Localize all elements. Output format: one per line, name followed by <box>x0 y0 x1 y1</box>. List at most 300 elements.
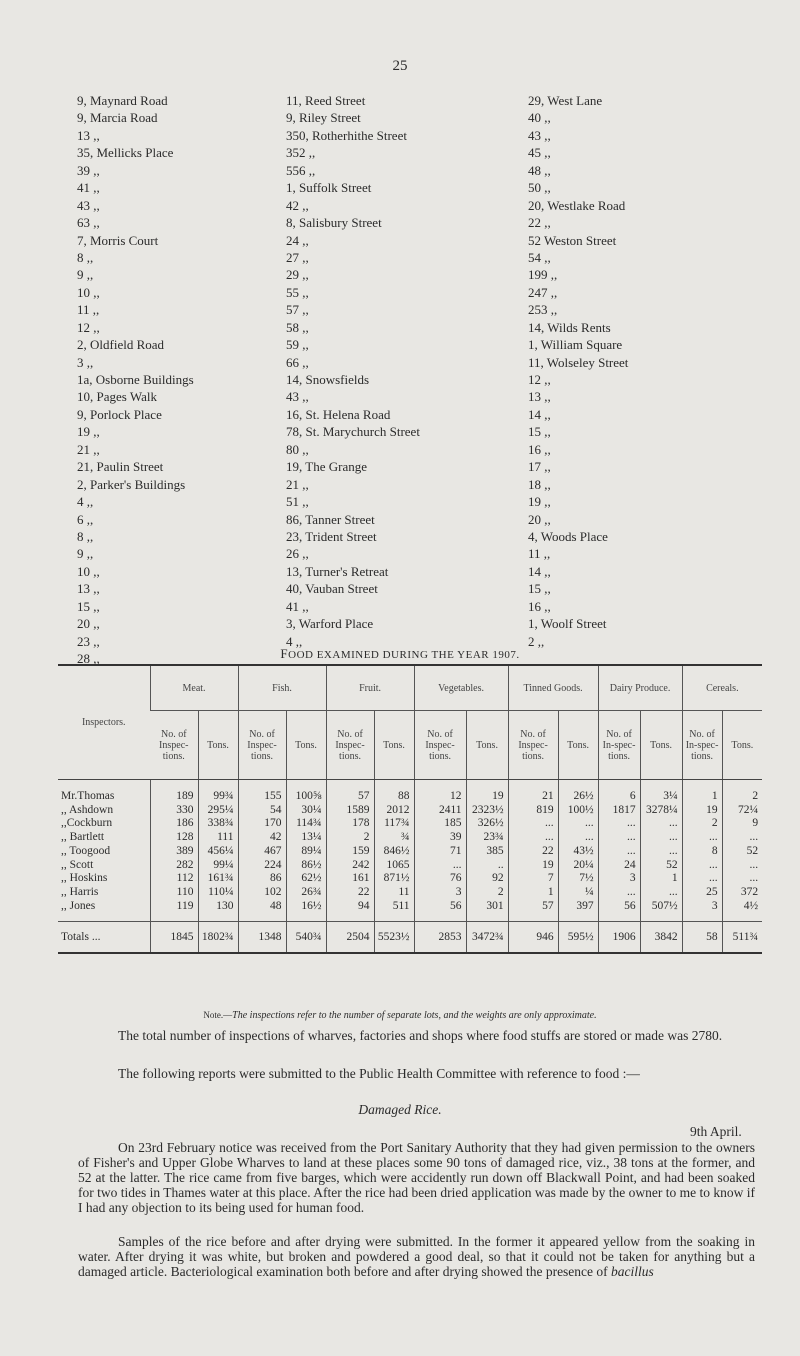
address-entry: 24 ,, <box>286 232 309 248</box>
group-header: Tinned Goods. <box>508 665 598 711</box>
address-entry: 57 ,, <box>286 302 309 318</box>
address-entry: 9, Riley Street <box>286 110 361 126</box>
address-entry: 9, Marcia Road <box>77 110 158 126</box>
table-note <box>0 1010 800 1021</box>
address-entry: 4 ,, <box>286 633 303 649</box>
table-cell: 301 <box>466 900 508 922</box>
table-cell: 23¾ <box>466 831 508 845</box>
address-entry: 26 ,, <box>286 546 309 562</box>
address-entry: 199 ,, <box>528 267 558 283</box>
inspector-name: ,, Bartlett <box>61 831 105 844</box>
table-cell: ... <box>598 886 640 900</box>
address-entry: 40, Vauban Street <box>286 581 378 597</box>
table-cell: 71 <box>414 845 466 859</box>
address-entry: 15 ,, <box>528 424 551 440</box>
address-entry: 12 ,, <box>528 372 551 387</box>
address-entry: 10 ,, <box>77 284 100 300</box>
address-entry: 15 ,, <box>528 581 551 597</box>
address-entry: 43 ,, <box>528 127 551 143</box>
table-cell: 295¼ <box>198 804 238 818</box>
sub-header-tons: Tons. <box>374 711 414 780</box>
table-cell: ... <box>640 817 682 831</box>
address-column-2 <box>286 92 420 650</box>
table-cell: 3¼ <box>640 780 682 804</box>
address-entry: 21 ,, <box>286 476 309 492</box>
table-cell: 282 <box>150 859 198 873</box>
table-cell: .. <box>466 859 508 873</box>
table-cell: 52 <box>722 845 762 859</box>
table-cell: 2012 <box>374 804 414 818</box>
address-entry: 29, West Lane <box>528 93 603 108</box>
table-cell: 19 <box>466 780 508 804</box>
address-entry: 41 ,, <box>77 180 100 196</box>
address-entry: 21, Paulin Street <box>77 459 164 475</box>
table-cell: 189 <box>150 780 198 804</box>
table-cell: 42 <box>238 831 286 845</box>
paragraph-italic-term: bacillus <box>611 1264 654 1279</box>
table-cell: ... <box>640 845 682 859</box>
table-cell: 456¼ <box>198 845 238 859</box>
address-entry: 13 ,, <box>77 127 100 143</box>
sub-header-tons: Tons. <box>286 711 326 780</box>
address-entry: 43 ,, <box>286 389 309 405</box>
table-cell: 186 <box>150 817 198 831</box>
table-cell: 2411 <box>414 804 466 818</box>
totals-cell: 2504 <box>326 922 374 954</box>
inspector-name: ,, Jones <box>61 899 96 912</box>
address-entry: 10, Pages Walk <box>77 389 157 405</box>
address-entry: 8, Salisbury Street <box>286 215 382 231</box>
address-entry: 21 ,, <box>77 441 100 457</box>
sub-header-tons: Tons. <box>640 711 682 780</box>
paragraph-text: Samples of the rice before and after drying were submitted. In the former it appeared yellow from the soaking in water. After drying it was white, but broken and powdered a good deal, so that it could not be taken for anything but a damaged article. Bacteriological examination both before and after drying showed the presence of <box>78 1234 755 1279</box>
address-entry: 20, Westlake Road <box>528 197 626 213</box>
address-entry: 2, Oldfield Road <box>77 337 165 353</box>
table-cell: 16½ <box>286 900 326 922</box>
sub-header-no: No. of Inspec-tions. <box>238 711 286 780</box>
table-cell: 372 <box>722 886 762 900</box>
address-entry: 18 ,, <box>528 476 551 492</box>
table-cell: 39 <box>414 831 466 845</box>
table-cell: 185 <box>414 817 466 831</box>
address-entry: 350, Rotherhithe Street <box>286 127 407 143</box>
table-cell: 21 <box>508 780 558 804</box>
address-entry: 11, Reed Street <box>286 93 366 108</box>
sub-header-no: No. of Inspec-tions. <box>508 711 558 780</box>
table-cell: 111 <box>198 831 238 845</box>
table-cell: 72¼ <box>722 804 762 818</box>
address-entry: 78, St. Marychurch Street <box>286 424 420 440</box>
address-entry: 16 ,, <box>528 598 551 614</box>
paragraph-text: On 23rd February notice was received from the Port Sanitary Authority that they had given permission to the owners of Fisher's and Upper Globe Wharves to land at these places some 90 tons of damaged rice, viz., 38 tons at the former, and 52 at the latter. The rice came from five barges, which were accidently run down off Blackwall Point, and had been soaked for two tides in Thames water at this place. After the rice had been dried application was made by the owner to me to know if I had any objection to its being used for human food. <box>78 1140 755 1215</box>
address-entry: 6 ,, <box>77 511 94 527</box>
address-entry: 9, Porlock Place <box>77 406 162 422</box>
inspector-name: ,, Toogood <box>61 844 111 857</box>
inspector-name: Mr.Thomas <box>61 790 115 802</box>
table-cell: 170 <box>238 817 286 831</box>
table-cell: ... <box>508 831 558 845</box>
address-column-1 <box>77 92 194 667</box>
table-cell: 99¾ <box>198 780 238 804</box>
address-entry: 43 ,, <box>77 197 100 213</box>
table-cell: 76 <box>414 872 466 886</box>
table-cell: 330 <box>150 804 198 818</box>
sub-header-tons: Tons. <box>198 711 238 780</box>
address-entry: 66 ,, <box>286 354 309 370</box>
table-row <box>58 900 762 922</box>
table-cell: 92 <box>466 872 508 886</box>
table-cell: 26¾ <box>286 886 326 900</box>
address-entry: 23 ,, <box>77 633 100 649</box>
sub-header-no: No. of In-spec-tions. <box>598 711 640 780</box>
table-cell: ... <box>414 859 466 873</box>
address-entry: 1, William Square <box>528 337 623 353</box>
address-entry: 9, Maynard Road <box>77 93 168 108</box>
address-entry: 35, Mellicks Place <box>77 145 174 161</box>
address-entry: 42 ,, <box>286 197 309 213</box>
table-cell: 117¾ <box>374 817 414 831</box>
table-row <box>58 886 762 900</box>
table-cell: 52 <box>640 859 682 873</box>
table-cell: 511 <box>374 900 414 922</box>
table-cell: 155 <box>238 780 286 804</box>
table-cell: 2 <box>466 886 508 900</box>
address-entry: 22 ,, <box>528 215 551 231</box>
table-title-lead: F <box>280 646 289 661</box>
paragraph-samples <box>78 1234 755 1279</box>
address-entry: 19 ,, <box>528 494 551 510</box>
address-entry: 14, Wilds Rents <box>528 319 611 335</box>
table-cell: ... <box>722 859 762 873</box>
paragraph-reports <box>78 1066 755 1081</box>
totals-cell: 511¾ <box>722 922 762 954</box>
address-entry: 3, Warford Place <box>286 616 374 632</box>
table-cell: 112 <box>150 872 198 886</box>
table-row <box>58 817 762 831</box>
address-entry: 11, Wolseley Street <box>528 354 629 370</box>
address-entry: 11 ,, <box>528 546 551 562</box>
group-header: Fish. <box>238 665 326 711</box>
table-cell: 467 <box>238 845 286 859</box>
address-entry: 45 ,, <box>528 145 551 161</box>
table-cell: 385 <box>466 845 508 859</box>
table-row <box>58 859 762 873</box>
table-cell: 819 <box>508 804 558 818</box>
table-cell: 12 <box>414 780 466 804</box>
address-entry: 27 ,, <box>286 249 309 265</box>
address-entry: 8 ,, <box>77 249 94 265</box>
table-cell: 224 <box>238 859 286 873</box>
totals-cell: 5523½ <box>374 922 414 954</box>
address-entry: 14 ,, <box>528 406 551 422</box>
table-cell: 159 <box>326 845 374 859</box>
table-cell: 338¾ <box>198 817 238 831</box>
table-cell: 1 <box>682 780 722 804</box>
address-entry: 13 ,, <box>528 389 551 405</box>
address-entry: 13 ,, <box>77 581 100 597</box>
table-row <box>58 780 762 804</box>
totals-label: Totals ... <box>58 922 150 954</box>
note-text: The inspections refer to the number of separate lots, and the weights are only approximate. <box>232 1010 597 1021</box>
address-entry: 19, The Grange <box>286 459 367 475</box>
address-entry: 55 ,, <box>286 284 309 300</box>
table-cell: 13¼ <box>286 831 326 845</box>
table-cell: 19 <box>682 804 722 818</box>
totals-cell: 946 <box>508 922 558 954</box>
address-entry: 1, Suffolk Street <box>286 180 372 196</box>
address-entry: 14, Snowsfields <box>286 372 370 387</box>
table-row <box>58 872 762 886</box>
page-number: 25 <box>392 58 408 74</box>
address-entry: 19 ,, <box>77 424 100 440</box>
table-cell: 2 <box>326 831 374 845</box>
address-entry: 17 ,, <box>528 459 551 475</box>
table-cell: 1065 <box>374 859 414 873</box>
address-entry: 20 ,, <box>77 616 100 632</box>
address-entry: 54 ,, <box>528 249 551 265</box>
table-cell: 30¼ <box>286 804 326 818</box>
table-cell: 8 <box>682 845 722 859</box>
table-cell: 161¾ <box>198 872 238 886</box>
table-cell: ... <box>558 817 598 831</box>
table-cell: 54 <box>238 804 286 818</box>
address-entry: 50 ,, <box>528 180 551 196</box>
table-cell: 88 <box>374 780 414 804</box>
address-entry: 7, Morris Court <box>77 232 159 248</box>
group-header: Cereals. <box>682 665 762 711</box>
address-entry: 247 ,, <box>528 284 558 300</box>
table-cell: 846½ <box>374 845 414 859</box>
table-cell: 128 <box>150 831 198 845</box>
inspector-name: ,, Harris <box>61 885 99 898</box>
address-entry: 40 ,, <box>528 110 551 126</box>
totals-cell: 1906 <box>598 922 640 954</box>
table-cell: 62½ <box>286 872 326 886</box>
totals-cell: 3472¾ <box>466 922 508 954</box>
totals-cell: 1845 <box>150 922 198 954</box>
address-entry: 253 ,, <box>528 302 558 318</box>
paragraph-notice <box>78 1140 755 1215</box>
food-examined-table <box>58 664 762 954</box>
table-cell: 3278¼ <box>640 804 682 818</box>
table-cell: ... <box>640 831 682 845</box>
group-header: Meat. <box>150 665 238 711</box>
address-entry: 16, St. Helena Road <box>286 406 391 422</box>
address-entry: 13, Turner's Retreat <box>286 563 389 579</box>
table-cell: 3 <box>598 872 640 886</box>
table-cell: 20¼ <box>558 859 598 873</box>
table-cell: ... <box>682 859 722 873</box>
address-entry: 11 ,, <box>77 302 100 318</box>
totals-cell: 1348 <box>238 922 286 954</box>
table-cell: 11 <box>374 886 414 900</box>
address-entry: 41 ,, <box>286 598 309 614</box>
address-entry: 52 Weston Street <box>528 232 617 248</box>
address-entry: 556 ,, <box>286 162 316 178</box>
address-entry: 9 ,, <box>77 267 94 283</box>
table-cell: ... <box>598 817 640 831</box>
table-body <box>58 780 762 954</box>
table-cell: 3 <box>414 886 466 900</box>
table-cell: 25 <box>682 886 722 900</box>
sub-header-no: No. of Inspec-tions. <box>414 711 466 780</box>
table-cell: 24 <box>598 859 640 873</box>
table-cell: ¾ <box>374 831 414 845</box>
table-cell: 94 <box>326 900 374 922</box>
table-cell: 43½ <box>558 845 598 859</box>
table-cell: 56 <box>414 900 466 922</box>
address-entry: 12 ,, <box>77 319 100 335</box>
address-entry: 39 ,, <box>77 162 100 178</box>
sub-header-no: No. of Inspec-tions. <box>150 711 198 780</box>
address-entry: 28 ,, <box>77 651 100 666</box>
table-cell: 3 <box>682 900 722 922</box>
table-cell: 178 <box>326 817 374 831</box>
table-cell: ... <box>682 872 722 886</box>
address-entry: 14 ,, <box>528 563 551 579</box>
table-cell: 57 <box>326 780 374 804</box>
address-entry: 20 ,, <box>528 511 551 527</box>
table-cell: 19 <box>508 859 558 873</box>
totals-cell: 58 <box>682 922 722 954</box>
address-entry: 29 ,, <box>286 267 309 283</box>
table-title <box>0 646 800 662</box>
address-entry: 4, Woods Place <box>528 528 608 544</box>
totals-cell: 540¾ <box>286 922 326 954</box>
paragraph-text: The following reports were submitted to the Public Health Committee with reference to food :— <box>118 1066 640 1081</box>
table-cell: 100½ <box>558 804 598 818</box>
table-cell: ... <box>558 831 598 845</box>
note-label: Note.— <box>203 1010 233 1020</box>
table-cell: ¼ <box>558 886 598 900</box>
table-cell: 871½ <box>374 872 414 886</box>
table-cell: 2323½ <box>466 804 508 818</box>
table-cell: 100⅝ <box>286 780 326 804</box>
table-cell: 114¾ <box>286 817 326 831</box>
address-entry: 1, Woolf Street <box>528 616 607 632</box>
address-entry: 8 ,, <box>77 528 94 544</box>
address-entry: 4 ,, <box>77 494 94 510</box>
table-cell: 110 <box>150 886 198 900</box>
address-entry: 59 ,, <box>286 337 309 353</box>
table-cell: 507½ <box>640 900 682 922</box>
address-entry: 3 ,, <box>77 354 94 370</box>
group-header: Vegetables. <box>414 665 508 711</box>
address-entry: 2 ,, <box>528 633 545 649</box>
table-cell: 1 <box>508 886 558 900</box>
table-cell: 22 <box>326 886 374 900</box>
table-cell: 86 <box>238 872 286 886</box>
address-entry: 16 ,, <box>528 441 551 457</box>
inspector-name: ,,Cockburn <box>61 817 113 830</box>
table-row <box>58 831 762 845</box>
table-cell: 1589 <box>326 804 374 818</box>
sub-header-tons: Tons. <box>558 711 598 780</box>
table-cell: ... <box>722 872 762 886</box>
address-entry: 9 ,, <box>77 546 94 562</box>
table-cell: 2 <box>722 780 762 804</box>
totals-cell: 1802¾ <box>198 922 238 954</box>
table-cell: 119 <box>150 900 198 922</box>
table-cell: 130 <box>198 900 238 922</box>
address-entry: 2, Parker's Buildings <box>77 476 186 492</box>
address-entry: 63 ,, <box>77 215 100 231</box>
address-entry: 23, Trident Street <box>286 528 377 544</box>
sub-header-tons: Tons. <box>466 711 508 780</box>
table-cell: 397 <box>558 900 598 922</box>
inspector-name: ,, Scott <box>61 858 94 871</box>
sub-header-no: No. of In-spec-tions. <box>682 711 722 780</box>
address-entry: 1a, Osborne Buildings <box>77 372 194 387</box>
table-title-rest: OOD EXAMINED DURING THE YEAR 1907. <box>288 649 520 661</box>
address-entry: 48 ,, <box>528 162 551 178</box>
table-cell: 86½ <box>286 859 326 873</box>
address-entry: 86, Tanner Street <box>286 511 375 527</box>
address-column-3 <box>528 92 628 650</box>
table-cell: ... <box>722 831 762 845</box>
table-cell: ... <box>508 817 558 831</box>
table-cell: 7½ <box>558 872 598 886</box>
table-cell: 2 <box>682 817 722 831</box>
table-cell: 1817 <box>598 804 640 818</box>
table-cell: 99¼ <box>198 859 238 873</box>
totals-cell: 2853 <box>414 922 466 954</box>
address-entry: 10 ,, <box>77 563 100 579</box>
address-entry: 58 ,, <box>286 319 309 335</box>
report-date: 9th April. <box>690 1124 742 1139</box>
table-cell: 1 <box>640 872 682 886</box>
table-cell: ... <box>598 831 640 845</box>
table-cell: 26½ <box>558 780 598 804</box>
paragraph-inspections-total <box>78 1028 755 1043</box>
group-header: Fruit. <box>326 665 414 711</box>
address-entry: 15 ,, <box>77 598 100 614</box>
table-cell: 56 <box>598 900 640 922</box>
table-cell: 110¼ <box>198 886 238 900</box>
paragraph-text: The total number of inspections of wharves, factories and shops where food stuffs are stored or made was 2780. <box>118 1028 723 1043</box>
section-heading: Damaged Rice. <box>358 1102 442 1117</box>
table-cell: 161 <box>326 872 374 886</box>
table-row <box>58 804 762 818</box>
totals-cell: 595½ <box>558 922 598 954</box>
sub-header-no: No. of Inspec-tions. <box>326 711 374 780</box>
table-cell: ... <box>682 831 722 845</box>
table-cell: 48 <box>238 900 286 922</box>
table-cell: 57 <box>508 900 558 922</box>
inspector-name: ,, Ashdown <box>61 803 114 816</box>
totals-row <box>58 922 762 954</box>
table-cell: 326½ <box>466 817 508 831</box>
table-cell: 242 <box>326 859 374 873</box>
inspectors-header: Inspectors. <box>58 665 150 780</box>
address-entry: 80 ,, <box>286 441 309 457</box>
table-cell: 89¼ <box>286 845 326 859</box>
group-header: Dairy Produce. <box>598 665 682 711</box>
inspector-name: ,, Hoskins <box>61 872 108 885</box>
table-cell: 102 <box>238 886 286 900</box>
table-cell: 4½ <box>722 900 762 922</box>
table-cell: 389 <box>150 845 198 859</box>
table-cell: 9 <box>722 817 762 831</box>
table-cell: 6 <box>598 780 640 804</box>
table-cell: 7 <box>508 872 558 886</box>
totals-cell: 3842 <box>640 922 682 954</box>
table-cell: ... <box>640 886 682 900</box>
table-row <box>58 845 762 859</box>
address-entry: 51 ,, <box>286 494 309 510</box>
sub-header-tons: Tons. <box>722 711 762 780</box>
address-entry: 352 ,, <box>286 145 316 161</box>
